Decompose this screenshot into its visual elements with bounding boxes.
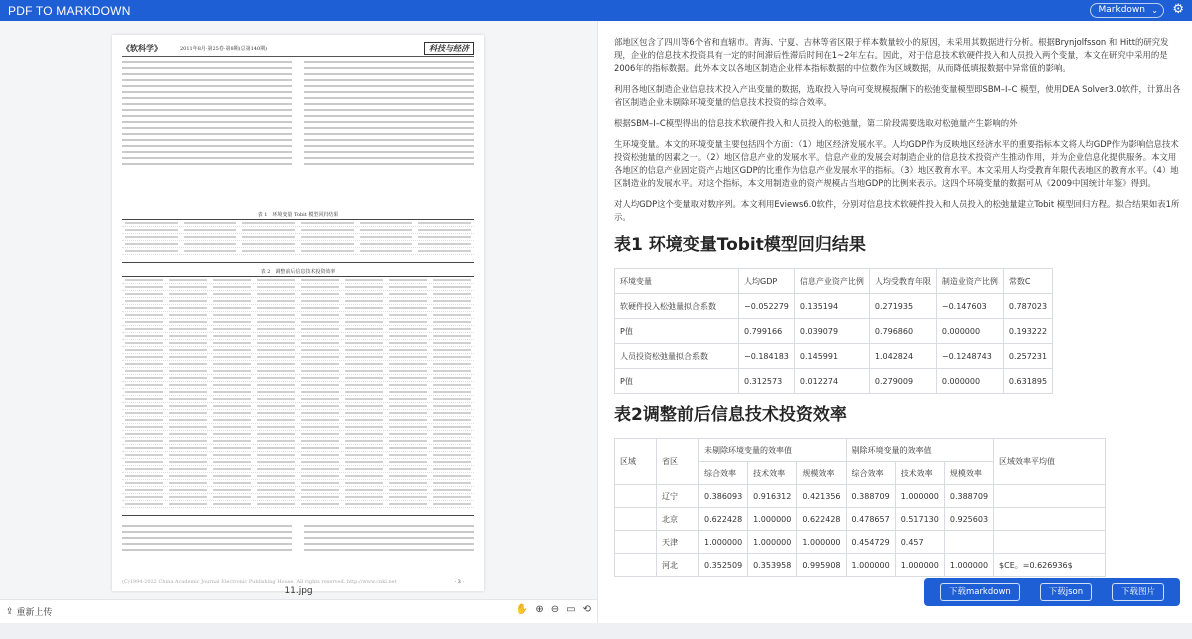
table-cell: P值 <box>615 319 739 344</box>
table-row <box>615 269 1053 294</box>
download-json-button[interactable]: 下载json <box>1040 583 1092 601</box>
table-cell <box>615 554 657 577</box>
table-cell: 0.271935 <box>869 294 936 319</box>
file-name: 11.jpg <box>284 586 313 596</box>
table-cell: 环境变量 <box>615 269 739 294</box>
table-header-cell: 综合效率 <box>699 462 748 485</box>
table-cell <box>994 485 1106 508</box>
table-header-cell: 省区 <box>657 439 699 485</box>
doc-column-bottom-right <box>304 525 474 555</box>
table-cell: 0.039079 <box>794 319 869 344</box>
table-cell: 0.457 <box>895 531 944 554</box>
doc-column-left <box>122 61 292 169</box>
table-cell: 0.257231 <box>1003 344 1052 369</box>
doc-journal: 《软科学》 <box>122 43 162 53</box>
table-cell: 0.135194 <box>794 294 869 319</box>
format-select-value: Markdown <box>1098 5 1145 15</box>
pan-hand-icon[interactable]: ✋ <box>515 604 529 615</box>
doc-table2-title: 表 2 调整前后信息技术投资效率 <box>260 269 336 275</box>
table-header-cell: 区域效率平均值 <box>994 439 1106 485</box>
fit-page-icon[interactable]: ▭ <box>566 604 576 615</box>
table-cell: 人均受教育年限 <box>869 269 936 294</box>
table-row <box>615 531 1106 554</box>
table-header-cell: 区域 <box>615 439 657 485</box>
table-cell: 辽宁 <box>657 485 699 508</box>
table-cell: 0.799166 <box>739 319 795 344</box>
table-cell: 1.000000 <box>895 554 944 577</box>
paragraph: 部地区包含了四川等6个省和直辖市。青海、宁夏、吉林等省区限于样本数量较小的原因，未采用其数据进行分析。根据Brynjolfsson 和 Hitt的研究发现，企业的信息技术投资具有一定的时间滞后性滞后时间在1~2年左右。因此，对于信息技术软硬件投入和人员投入两个变量，本文在研究中采用的是2006年的指标数据。此外本文以各地区制造企业样本指标数据的中位数作为区域数据，从而降低填报数据中异常值的影响。 <box>614 37 1169 73</box>
table-header-cell: 规模效率 <box>944 462 993 485</box>
download-image-button[interactable]: 下载图片 <box>1112 583 1164 601</box>
table-cell: 0.517130 <box>895 508 944 531</box>
paragraph: 对人均GDP这个变量取对数序列。本文利用Eviews6.0软件，分别对信息技术软硬件投入和人员投入的松弛量建立Tobit 模型回归方程。拟合结果如表1所示。 <box>614 199 1180 222</box>
table-cell: 1.000000 <box>944 554 993 577</box>
table-cell: 0.787023 <box>1003 294 1052 319</box>
table2 <box>614 438 1106 577</box>
preview-toolbar <box>0 599 597 623</box>
table-cell: 北京 <box>657 508 699 531</box>
gear-icon[interactable]: ⚙ <box>1172 2 1184 17</box>
table-cell: 1.000000 <box>699 531 748 554</box>
doc-table1 <box>122 219 474 263</box>
table-cell <box>944 531 993 554</box>
table-row <box>615 508 1106 531</box>
table1 <box>614 268 1053 394</box>
table-cell: 0.796860 <box>869 319 936 344</box>
table-cell <box>994 531 1106 554</box>
table-cell: 1.000000 <box>895 485 944 508</box>
table-cell: −0.1248743 <box>936 344 1003 369</box>
doc-header <box>122 43 474 57</box>
doc-section: 科技与经济 <box>424 42 474 55</box>
doc-footer: (C)1994-2022 China Academic Journal Electronic Publishing House. All rights reserved. http://www.cnki.net <box>122 579 397 585</box>
chevron-down-icon: ⌄ <box>1151 6 1158 15</box>
table-cell <box>994 508 1106 531</box>
reupload-label: 重新上传 <box>16 608 53 618</box>
download-actions <box>924 578 1180 606</box>
table-cell: 制造业资产比例 <box>936 269 1003 294</box>
table-cell: 0.925603 <box>944 508 993 531</box>
table-cell: 0.478657 <box>846 508 895 531</box>
table-cell: 0.454729 <box>846 531 895 554</box>
doc-column-right <box>304 61 474 169</box>
paragraph: 根据SBM–I–C模型得出的信息技术软硬件投入和人员投入的松弛量，第二阶段需要选取对松弛量产生影响的外 <box>614 118 1018 128</box>
table-cell <box>615 508 657 531</box>
table-cell: 0.631895 <box>1003 369 1052 394</box>
table-cell: 信息产业资产比例 <box>794 269 869 294</box>
zoom-out-icon[interactable]: ⊖ <box>550 604 560 615</box>
table-row <box>615 554 1106 577</box>
table-row <box>615 294 1053 319</box>
table-header-cell: 技术效率 <box>748 462 797 485</box>
table-header-cell: 剔除环境变量的效率值 <box>846 439 994 462</box>
table-header-cell: 规模效率 <box>797 462 846 485</box>
table-row <box>615 485 1106 508</box>
table-cell: $CE。=0.626936$ <box>994 554 1106 577</box>
app-title: PDF TO MARKDOWN <box>8 3 131 18</box>
table-header-cell: 技术效率 <box>895 462 944 485</box>
table-cell: 河北 <box>657 554 699 577</box>
doc-issue: 2011年8月·第25卷·第8期(总第140期) <box>180 46 268 52</box>
table-cell: 1.000000 <box>748 531 797 554</box>
markdown-content <box>614 36 1182 587</box>
table-row <box>615 369 1053 394</box>
table-cell: 0.193222 <box>1003 319 1052 344</box>
table-cell: 软硬件投入松弛量拟合系数 <box>615 294 739 319</box>
table-cell: −0.052279 <box>739 294 795 319</box>
table-cell: 0.995908 <box>797 554 846 577</box>
table-cell: 0.352509 <box>699 554 748 577</box>
table-cell: 1.000000 <box>797 531 846 554</box>
table-cell: 0.279009 <box>869 369 936 394</box>
table-cell: 0.000000 <box>936 319 1003 344</box>
table-cell: 常数C <box>1003 269 1052 294</box>
table-cell: 1.042824 <box>869 344 936 369</box>
table-cell: 0.145991 <box>794 344 869 369</box>
rotate-icon[interactable]: ⟲ <box>582 604 591 615</box>
reupload-button[interactable] <box>6 605 53 618</box>
table-cell: 0.421356 <box>797 485 846 508</box>
table-cell: 0.386093 <box>699 485 748 508</box>
markdown-pane <box>597 21 1192 623</box>
table-cell: 0.388709 <box>846 485 895 508</box>
download-markdown-button[interactable]: 下载markdown <box>940 583 1020 601</box>
document-preview <box>112 35 484 591</box>
table-row <box>615 319 1053 344</box>
paragraph: 利用各地区制造企业信息技术投入产出变量的数据，选取投入导向可变规模报酬下的松弛变量模型即SBM–I–C 模型，使用DEA Solver3.0软件，计算出各省区制造企业未剔除环境变量的信息技术投资的综合效率。 <box>614 84 1181 107</box>
table-cell: 天津 <box>657 531 699 554</box>
table-cell: −0.184183 <box>739 344 795 369</box>
table-cell: 1.000000 <box>846 554 895 577</box>
table-cell: 人均GDP <box>739 269 795 294</box>
table-row <box>615 344 1053 369</box>
table-cell: 0.312573 <box>739 369 795 394</box>
table-cell: P值 <box>615 369 739 394</box>
table-header-row <box>615 439 1106 462</box>
bottom-strip <box>0 623 1192 639</box>
format-select[interactable] <box>1090 3 1164 18</box>
table-cell: 0.000000 <box>936 369 1003 394</box>
preview-tools <box>516 604 591 615</box>
table2-heading: 表2调整前后信息技术投资效率 <box>614 405 847 425</box>
preview-pane <box>0 21 597 599</box>
table-cell: 1.000000 <box>748 508 797 531</box>
table-cell: 人员投资松弛量拟合系数 <box>615 344 739 369</box>
table-cell: 0.622428 <box>699 508 748 531</box>
table-cell: 0.388709 <box>944 485 993 508</box>
table-header-cell: 未剔除环境变量的效率值 <box>699 439 847 462</box>
table-cell: 0.012274 <box>794 369 869 394</box>
paragraph: 生环境变量。本文的环境变量主要包括四个方面：（1）地区经济发展水平。人均GDP作为反映地区经济水平的重要指标本文将人均GDP作为影响信息技术投资松弛量的因素之一。（2）地区信息产业的发展水平。信息产业的发展会对制造企业的信息技术投资产生推动作用，并为企业信息化提供服务。本文用各地区的信息产业固定资产占地区GDP的比重作为信息产业发展水平的指标。（3）地区教育水平。本文采用人均受教育年限代表地区的教育水平。（4）地区制造业的发展水平。对这个指标，本文用制造业的资产规模占当地GDP的比例来表示。这四个环境变量的数据可从《2009中国统计年鉴》得到。 <box>614 139 1179 188</box>
doc-page-number: · 3 · <box>454 579 464 585</box>
table-cell: −0.147603 <box>936 294 1003 319</box>
table-cell <box>615 485 657 508</box>
table-cell <box>615 531 657 554</box>
table-cell: 0.622428 <box>797 508 846 531</box>
table-cell: 0.916312 <box>748 485 797 508</box>
doc-table2 <box>122 276 474 516</box>
table1-heading: 表1 环境变量Tobit模型回归结果 <box>614 235 866 255</box>
upload-icon: ⇪ <box>6 606 14 617</box>
zoom-in-icon[interactable]: ⊕ <box>535 604 544 615</box>
table-header-cell: 综合效率 <box>846 462 895 485</box>
app-header <box>0 0 1192 21</box>
doc-column-bottom-left <box>122 525 292 555</box>
table-cell: 0.353958 <box>748 554 797 577</box>
doc-table1-title: 表 1 环境变量 Tobit 模型回归结果 <box>257 212 339 218</box>
